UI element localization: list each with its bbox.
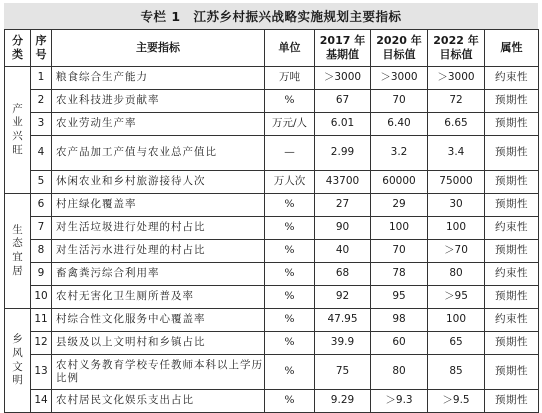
- unit-cell: %: [265, 263, 315, 286]
- attribute-cell: 预期性: [485, 90, 539, 113]
- indicator-name: 农村义务教育学校专任教师本科以上学历比例: [52, 355, 265, 390]
- value-2017: 90: [315, 217, 371, 240]
- value-2017: ＞3000: [315, 67, 371, 90]
- attribute-cell: 预期性: [485, 240, 539, 263]
- value-2020: 80: [371, 355, 428, 390]
- value-2022: ＞9.5: [428, 390, 485, 413]
- table-title: 专栏 1 江苏乡村振兴战略实施规划主要指标: [4, 3, 538, 29]
- header-2022: 2022 年 目标值: [428, 30, 485, 67]
- indicator-name: 休闲农业和乡村旅游接待人次: [52, 171, 265, 194]
- unit-cell: %: [265, 390, 315, 413]
- unit-cell: 万元/人: [265, 113, 315, 136]
- table-row: [5, 263, 539, 286]
- seq-cell: 7: [31, 217, 52, 240]
- value-2020: 29: [371, 194, 428, 217]
- table-row: [5, 309, 539, 332]
- value-2017: 6.01: [315, 113, 371, 136]
- indicator-name: 畜禽粪污综合利用率: [52, 263, 265, 286]
- value-2017: 67: [315, 90, 371, 113]
- unit-cell: —: [265, 136, 315, 171]
- table-row: [5, 171, 539, 194]
- attribute-cell: 预期性: [485, 332, 539, 355]
- value-2020: 95: [371, 286, 428, 309]
- table-row: [5, 67, 539, 90]
- value-2020: 70: [371, 240, 428, 263]
- unit-cell: %: [265, 286, 315, 309]
- value-2020: 100: [371, 217, 428, 240]
- unit-cell: %: [265, 217, 315, 240]
- attribute-cell: 预期性: [485, 113, 539, 136]
- unit-cell: %: [265, 332, 315, 355]
- indicator-table: [4, 29, 539, 413]
- indicator-name: 对生活污水进行处理的村占比: [52, 240, 265, 263]
- value-2022: 30: [428, 194, 485, 217]
- value-2017: 43700: [315, 171, 371, 194]
- value-2020: ＞9.3: [371, 390, 428, 413]
- value-2022: 85: [428, 355, 485, 390]
- seq-cell: 3: [31, 113, 52, 136]
- value-2022: 72: [428, 90, 485, 113]
- seq-cell: 14: [31, 390, 52, 413]
- header-unit: 单位: [265, 30, 315, 67]
- value-2022: 100: [428, 309, 485, 332]
- seq-cell: 8: [31, 240, 52, 263]
- table-row: [5, 194, 539, 217]
- attribute-cell: 预期性: [485, 390, 539, 413]
- value-2020: ＞3000: [371, 67, 428, 90]
- indicator-name: 县级及以上文明村和乡镇占比: [52, 332, 265, 355]
- unit-cell: 万吨: [265, 67, 315, 90]
- seq-cell: 13: [31, 355, 52, 390]
- value-2017: 9.29: [315, 390, 371, 413]
- value-2022: 65: [428, 332, 485, 355]
- value-2022: 3.4: [428, 136, 485, 171]
- header-category: 分 类: [5, 30, 31, 67]
- value-2017: 68: [315, 263, 371, 286]
- value-2022: 6.65: [428, 113, 485, 136]
- indicator-name: 对生活垃圾进行处理的村占比: [52, 217, 265, 240]
- unit-cell: 万人次: [265, 171, 315, 194]
- category-cell: 生 态 宜 居: [5, 194, 31, 309]
- header-indicator: 主要指标: [52, 30, 265, 67]
- attribute-cell: 约束性: [485, 217, 539, 240]
- value-2020: 3.2: [371, 136, 428, 171]
- value-2022: 75000: [428, 171, 485, 194]
- value-2022: 80: [428, 263, 485, 286]
- value-2017: 47.95: [315, 309, 371, 332]
- seq-cell: 11: [31, 309, 52, 332]
- unit-cell: %: [265, 355, 315, 390]
- attribute-cell: 约束性: [485, 67, 539, 90]
- unit-cell: %: [265, 309, 315, 332]
- seq-cell: 6: [31, 194, 52, 217]
- attribute-cell: 约束性: [485, 263, 539, 286]
- unit-cell: %: [265, 90, 315, 113]
- indicator-name: 农村无害化卫生厕所普及率: [52, 286, 265, 309]
- value-2017: 39.9: [315, 332, 371, 355]
- unit-cell: %: [265, 194, 315, 217]
- value-2020: 60: [371, 332, 428, 355]
- header-2017: 2017 年 基期值: [315, 30, 371, 67]
- value-2022: ＞70: [428, 240, 485, 263]
- indicator-name: 农业劳动生产率: [52, 113, 265, 136]
- value-2020: 78: [371, 263, 428, 286]
- attribute-cell: 预期性: [485, 286, 539, 309]
- seq-cell: 4: [31, 136, 52, 171]
- category-cell: 产 业 兴 旺: [5, 67, 31, 194]
- table-row: [5, 355, 539, 390]
- value-2022: ＞95: [428, 286, 485, 309]
- indicator-name: 农业科技进步贡献率: [52, 90, 265, 113]
- attribute-cell: 预期性: [485, 136, 539, 171]
- seq-cell: 5: [31, 171, 52, 194]
- table-row: [5, 240, 539, 263]
- seq-cell: 2: [31, 90, 52, 113]
- indicator-name: 村综合性文化服务中心覆盖率: [52, 309, 265, 332]
- value-2017: 2.99: [315, 136, 371, 171]
- table-row: [5, 90, 539, 113]
- table-row: [5, 136, 539, 171]
- attribute-cell: 预期性: [485, 355, 539, 390]
- attribute-cell: 预期性: [485, 171, 539, 194]
- indicator-name: 农产品加工产值与农业总产值比: [52, 136, 265, 171]
- seq-cell: 10: [31, 286, 52, 309]
- header-row: [5, 30, 539, 67]
- attribute-cell: 约束性: [485, 309, 539, 332]
- table-row: [5, 390, 539, 413]
- value-2020: 98: [371, 309, 428, 332]
- table-row: [5, 332, 539, 355]
- attribute-cell: 预期性: [485, 194, 539, 217]
- unit-cell: %: [265, 240, 315, 263]
- value-2017: 27: [315, 194, 371, 217]
- table-row: [5, 286, 539, 309]
- header-attr: 属性: [485, 30, 539, 67]
- indicator-name: 农村居民文化娱乐支出占比: [52, 390, 265, 413]
- value-2017: 40: [315, 240, 371, 263]
- value-2020: 60000: [371, 171, 428, 194]
- seq-cell: 12: [31, 332, 52, 355]
- header-seq: 序 号: [31, 30, 52, 67]
- value-2017: 75: [315, 355, 371, 390]
- value-2020: 70: [371, 90, 428, 113]
- seq-cell: 1: [31, 67, 52, 90]
- table-row: [5, 217, 539, 240]
- indicator-name: 粮食综合生产能力: [52, 67, 265, 90]
- value-2020: 6.40: [371, 113, 428, 136]
- table-row: [5, 113, 539, 136]
- header-2020: 2020 年 目标值: [371, 30, 428, 67]
- value-2022: ＞3000: [428, 67, 485, 90]
- value-2017: 92: [315, 286, 371, 309]
- indicator-name: 村庄绿化覆盖率: [52, 194, 265, 217]
- value-2022: 100: [428, 217, 485, 240]
- table-body: [5, 67, 539, 413]
- category-cell: 乡 风 文 明: [5, 309, 31, 413]
- seq-cell: 9: [31, 263, 52, 286]
